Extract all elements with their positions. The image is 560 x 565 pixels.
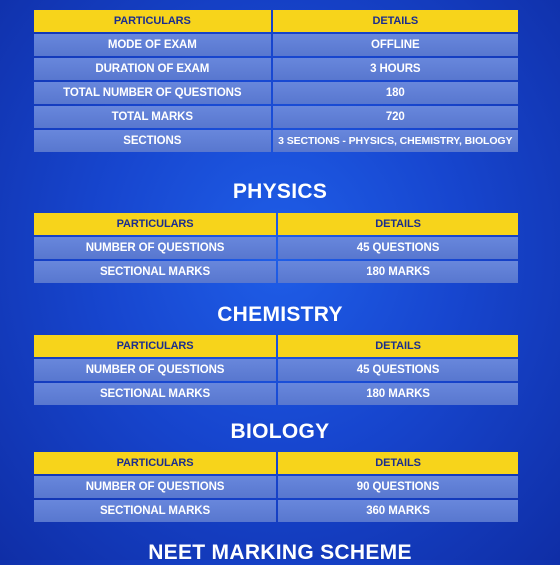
biology-table bbox=[32, 450, 520, 524]
header-particulars: PARTICULARS bbox=[34, 10, 271, 32]
table-row bbox=[34, 82, 518, 104]
row-label: DURATION OF EXAM bbox=[34, 58, 271, 80]
table-row bbox=[34, 130, 518, 152]
exam-overview-table bbox=[32, 8, 520, 154]
header-particulars: PARTICULARS bbox=[34, 335, 276, 357]
row-value: OFFLINE bbox=[273, 34, 518, 56]
header-details: DETAILS bbox=[278, 213, 518, 235]
physics-table bbox=[32, 211, 520, 285]
header-details: DETAILS bbox=[278, 452, 518, 474]
row-label: SECTIONAL MARKS bbox=[34, 261, 276, 283]
row-label: NUMBER OF QUESTIONS bbox=[34, 237, 276, 259]
row-label: NUMBER OF QUESTIONS bbox=[34, 476, 276, 498]
table-row bbox=[34, 237, 518, 259]
row-value: 720 bbox=[273, 106, 518, 128]
table-row bbox=[34, 500, 518, 522]
row-label: TOTAL NUMBER OF QUESTIONS bbox=[34, 82, 271, 104]
row-value: 45 QUESTIONS bbox=[278, 359, 518, 381]
table-header-row bbox=[34, 213, 518, 235]
row-label: NUMBER OF QUESTIONS bbox=[34, 359, 276, 381]
header-details: DETAILS bbox=[278, 335, 518, 357]
header-details: DETAILS bbox=[273, 10, 518, 32]
row-value: 45 QUESTIONS bbox=[278, 237, 518, 259]
row-label: SECTIONAL MARKS bbox=[34, 500, 276, 522]
row-value: 180 MARKS bbox=[278, 261, 518, 283]
row-value: 360 MARKS bbox=[278, 500, 518, 522]
row-label: MODE OF EXAM bbox=[34, 34, 271, 56]
chemistry-heading: CHEMISTRY bbox=[217, 303, 343, 326]
table-header-row bbox=[34, 335, 518, 357]
row-value: 180 bbox=[273, 82, 518, 104]
table-row bbox=[34, 106, 518, 128]
row-label: TOTAL MARKS bbox=[34, 106, 271, 128]
header-particulars: PARTICULARS bbox=[34, 452, 276, 474]
row-label: SECTIONAL MARKS bbox=[34, 383, 276, 405]
table-row bbox=[34, 383, 518, 405]
row-value: 3 HOURS bbox=[273, 58, 518, 80]
row-value: 180 MARKS bbox=[278, 383, 518, 405]
chemistry-table bbox=[32, 333, 520, 407]
table-row bbox=[34, 359, 518, 381]
table-row bbox=[34, 261, 518, 283]
table-row bbox=[34, 476, 518, 498]
table-row bbox=[34, 34, 518, 56]
physics-heading: PHYSICS bbox=[232, 180, 328, 203]
header-particulars: PARTICULARS bbox=[34, 213, 276, 235]
row-value: 3 SECTIONS - PHYSICS, CHEMISTRY, BIOLOGY bbox=[273, 130, 518, 152]
table-row bbox=[34, 58, 518, 80]
table-header-row bbox=[34, 10, 518, 32]
row-label: SECTIONS bbox=[34, 130, 271, 152]
row-value: 90 QUESTIONS bbox=[278, 476, 518, 498]
marking-scheme-heading: NEET MARKING SCHEME bbox=[148, 541, 412, 564]
biology-heading: BIOLOGY bbox=[230, 420, 330, 443]
table-header-row bbox=[34, 452, 518, 474]
